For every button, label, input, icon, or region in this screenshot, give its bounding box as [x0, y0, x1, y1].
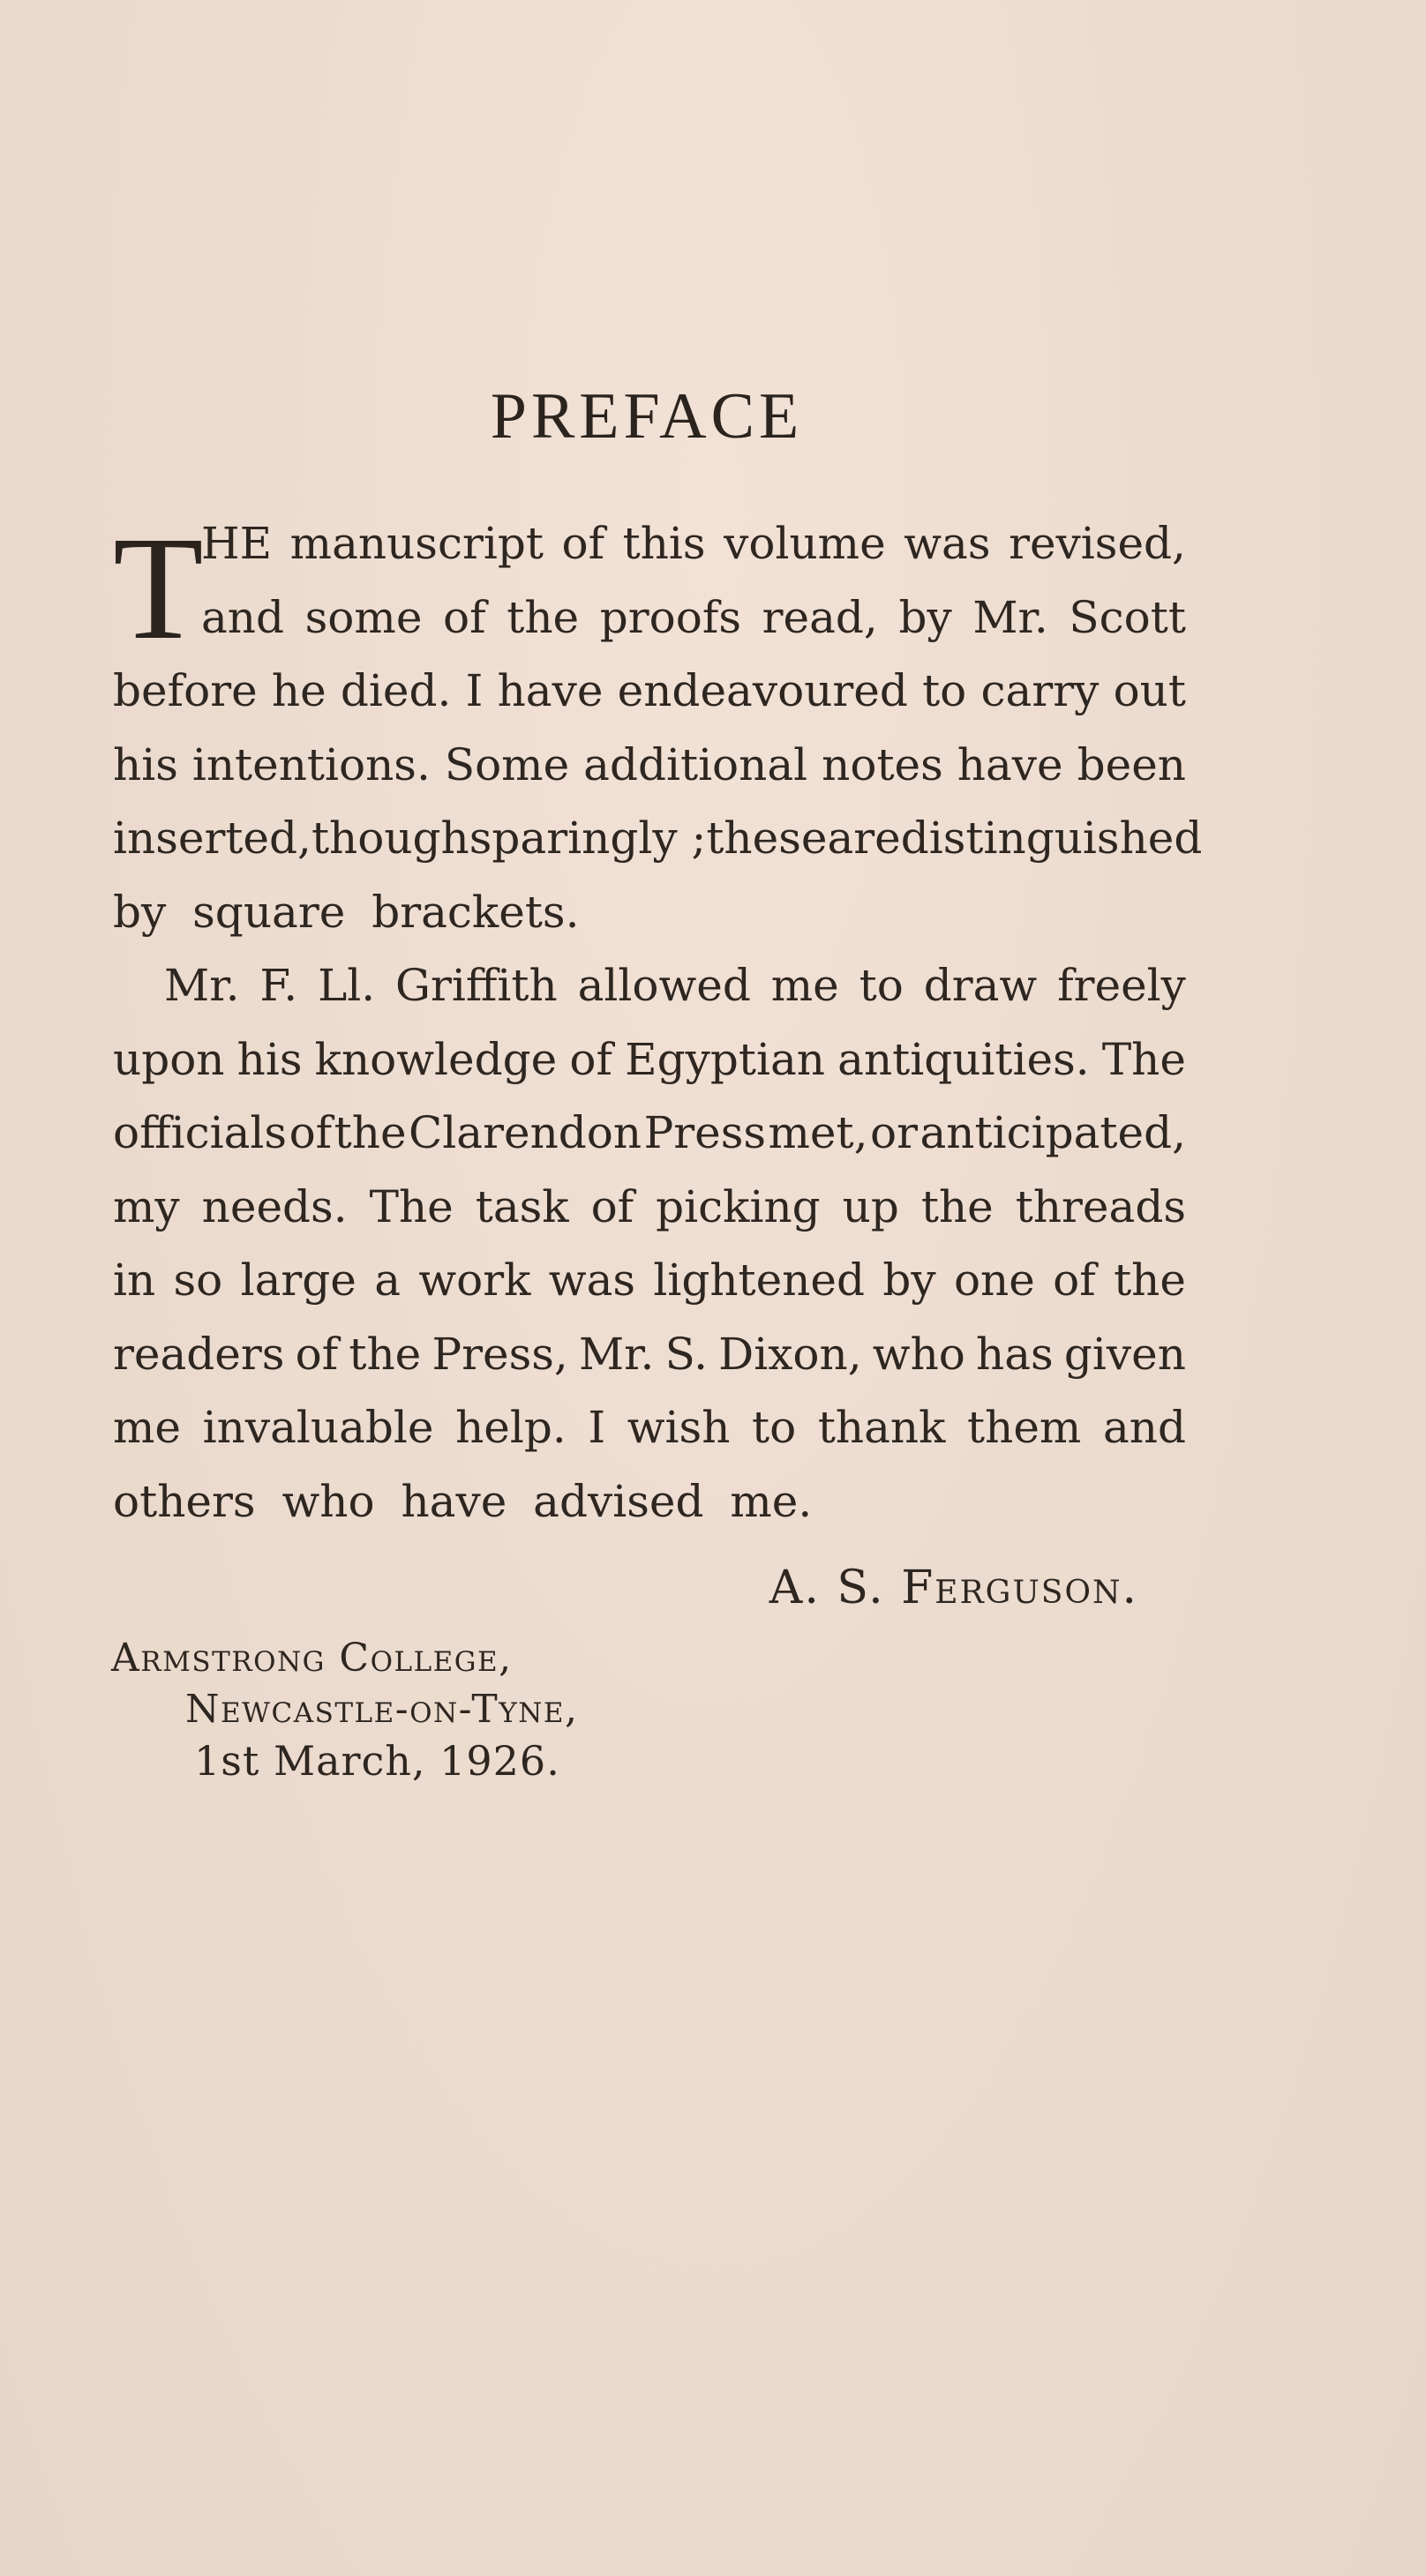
- text-line: [113, 876, 1186, 950]
- word: to: [859, 960, 904, 1011]
- word: some: [304, 591, 423, 643]
- address-date: 1st March, 1926.: [194, 1737, 560, 1785]
- word: he: [271, 665, 326, 716]
- text-lines: [113, 507, 1203, 1539]
- word: antiquities.: [837, 1033, 1090, 1085]
- word: additional: [583, 738, 808, 790]
- word: distinguished: [900, 812, 1203, 864]
- word: his: [113, 738, 178, 790]
- word: Mr.: [972, 591, 1048, 643]
- word: picking: [656, 1180, 821, 1232]
- word: to: [922, 665, 967, 716]
- word: readers: [113, 1328, 285, 1380]
- text-line: [113, 802, 1203, 876]
- word: threads: [1015, 1180, 1186, 1232]
- word: Ll.: [318, 960, 376, 1011]
- word: a: [374, 1254, 402, 1306]
- word: me: [113, 1402, 182, 1453]
- word: of: [561, 518, 605, 569]
- word: my: [113, 1180, 180, 1232]
- word: freely: [1057, 960, 1186, 1011]
- word: task: [475, 1180, 569, 1232]
- text-line: [113, 1391, 1186, 1465]
- word: so: [173, 1254, 223, 1306]
- word: of: [1053, 1254, 1096, 1306]
- word: Griffith: [395, 960, 558, 1011]
- word: has: [976, 1328, 1054, 1380]
- text-line: [113, 655, 1186, 729]
- word: upon: [113, 1033, 225, 1085]
- word: of: [289, 1107, 333, 1158]
- text-line: [113, 507, 1186, 581]
- word: before: [113, 665, 258, 716]
- preface-body: [113, 506, 1203, 1539]
- word: read,: [762, 591, 878, 643]
- word: The: [1101, 1033, 1186, 1085]
- word: by: [882, 1254, 936, 1306]
- word: large: [240, 1254, 356, 1306]
- text-line: [113, 1171, 1186, 1245]
- word: of: [569, 1033, 612, 1085]
- word: and: [1102, 1402, 1186, 1453]
- word: them: [967, 1402, 1082, 1453]
- word: are: [827, 812, 901, 864]
- address-line-1: Armstrong College,: [111, 1636, 513, 1681]
- word: the: [349, 1328, 422, 1380]
- word: met,: [768, 1107, 868, 1158]
- word: Press: [643, 1107, 767, 1158]
- word: S.: [664, 1328, 708, 1380]
- text-line: [113, 1244, 1186, 1318]
- word: of: [295, 1328, 339, 1380]
- word: Dixon,: [718, 1328, 862, 1380]
- text-line: [113, 581, 1186, 655]
- word: I: [465, 665, 484, 716]
- word: Mr.: [578, 1328, 655, 1380]
- word: inserted,: [113, 812, 311, 864]
- word: the: [334, 1107, 407, 1158]
- word: by: [898, 591, 952, 643]
- text-line: [113, 1465, 1186, 1539]
- text-line: [113, 729, 1186, 803]
- word: who: [872, 1328, 965, 1380]
- text-line: [113, 1318, 1186, 1392]
- word: work: [418, 1254, 531, 1306]
- page-title: PREFACE: [490, 380, 804, 453]
- word: sparingly ;: [469, 812, 707, 864]
- word: draw: [923, 960, 1038, 1011]
- word: these: [706, 812, 828, 864]
- word: the: [920, 1180, 994, 1232]
- word: his: [236, 1033, 303, 1085]
- word: and: [201, 591, 285, 643]
- word: others who have advised me.: [113, 1475, 813, 1527]
- address-line-2: Newcastle-on-Tyne,: [185, 1687, 579, 1732]
- word: died.: [340, 665, 452, 716]
- word: I: [588, 1402, 606, 1453]
- word: proofs: [599, 591, 742, 643]
- word: carry: [980, 665, 1100, 716]
- word: Press,: [432, 1328, 568, 1380]
- text-line: [113, 1023, 1186, 1097]
- word: lightened: [653, 1254, 866, 1306]
- word: officials: [113, 1107, 288, 1158]
- word: up: [842, 1180, 899, 1232]
- word: or: [870, 1107, 919, 1158]
- word: allowed: [577, 960, 751, 1011]
- word: Mr.: [164, 960, 240, 1011]
- word: to: [752, 1402, 797, 1453]
- word: been: [1077, 738, 1186, 790]
- word: the: [507, 591, 580, 643]
- word: anticipated,: [919, 1107, 1186, 1158]
- word: was: [904, 518, 991, 569]
- word: F.: [259, 960, 298, 1011]
- word: The: [369, 1180, 454, 1232]
- word: needs.: [201, 1180, 348, 1232]
- word: manuscript: [289, 518, 544, 569]
- word: Clarendon: [409, 1107, 642, 1158]
- word: Egyptian: [625, 1033, 825, 1085]
- word: knowledge: [314, 1033, 558, 1085]
- word: volume: [724, 518, 886, 569]
- word: HE: [201, 518, 273, 569]
- word: though: [311, 812, 469, 864]
- word: have: [497, 665, 604, 716]
- word: thank: [817, 1402, 946, 1453]
- word: the: [1114, 1254, 1186, 1306]
- word: intentions.: [191, 738, 431, 790]
- word: have: [957, 738, 1063, 790]
- word: by square brackets.: [113, 886, 580, 938]
- word: this: [622, 518, 706, 569]
- word: me: [770, 960, 839, 1011]
- text-line: [113, 1097, 1186, 1171]
- word: revised,: [1009, 518, 1186, 569]
- word: in: [113, 1254, 156, 1306]
- word: one: [953, 1254, 1035, 1306]
- word: was: [548, 1254, 636, 1306]
- word: of: [443, 591, 486, 643]
- word: invaluable: [202, 1402, 434, 1453]
- text-line: [113, 949, 1186, 1023]
- word: endeavoured: [617, 665, 908, 716]
- word: given: [1063, 1328, 1186, 1380]
- word: out: [1113, 665, 1186, 716]
- drop-cap: T: [113, 506, 204, 670]
- word: Some: [444, 738, 570, 790]
- signature: A. S. Ferguson.: [769, 1561, 1138, 1614]
- word: wish: [627, 1402, 731, 1453]
- word: notes: [822, 738, 943, 790]
- word: of: [590, 1180, 634, 1232]
- word: Scott: [1069, 591, 1186, 643]
- word: help.: [455, 1402, 567, 1453]
